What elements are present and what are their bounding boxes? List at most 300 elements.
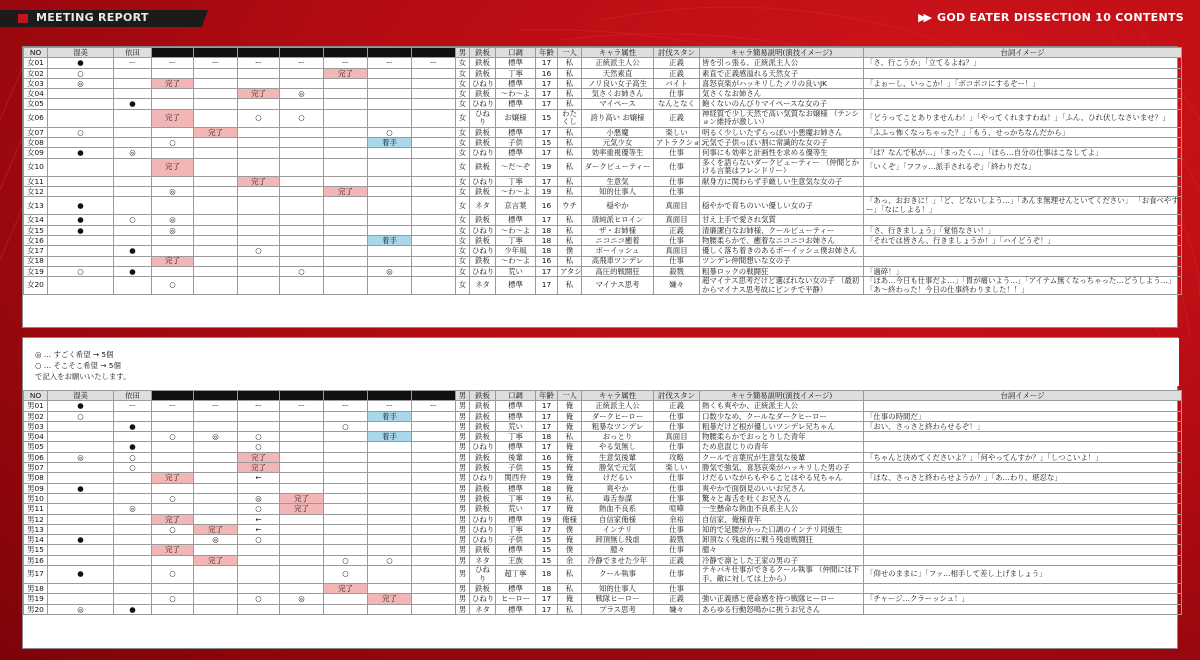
table-cell: 私 [558, 78, 582, 88]
table-cell: 私 [558, 187, 582, 197]
table-cell: 19 [536, 158, 558, 176]
table-row [24, 235, 1182, 245]
table-cell: 男20 [24, 604, 48, 614]
table-cell [280, 148, 324, 158]
table-cell [152, 483, 194, 493]
table-cell: ○ [368, 127, 412, 137]
table-cell [114, 68, 152, 78]
table-cell: 驚々と毒舌を吐くお兄さん [700, 493, 864, 503]
table-cell: ◎ [238, 493, 280, 503]
column-header: 台詞イメージ [864, 391, 1182, 401]
table-cell [368, 463, 412, 473]
table-cell [48, 158, 114, 176]
table-cell: 何事にも効率と計画性を求める優等生 [700, 148, 864, 158]
table-cell [114, 566, 152, 584]
table-cell: 完了 [152, 256, 194, 266]
table-cell: 仕事 [654, 176, 700, 186]
table-cell [324, 235, 368, 245]
table-cell: 知的で足腰がかった口調のインテリ同級生 [700, 524, 864, 534]
table-cell: 16 [536, 452, 558, 462]
table-cell: 私 [558, 148, 582, 158]
table-cell: 爽やかで面倒見のいいお兄さん [700, 483, 864, 493]
table-cell [238, 555, 280, 565]
table-cell [194, 411, 238, 421]
table-cell: 男02 [24, 411, 48, 421]
table-cell [324, 452, 368, 462]
table-cell [324, 127, 368, 137]
column-header: 湿美 [48, 48, 114, 58]
table-cell: 完了 [238, 452, 280, 462]
table-cell: ○ [48, 266, 114, 276]
table-cell: 穏やか [582, 197, 654, 215]
table-cell [368, 68, 412, 78]
table-cell [280, 584, 324, 594]
table-cell: ー [412, 58, 456, 68]
table-cell: ネタ [470, 277, 496, 295]
table-cell [864, 138, 1182, 148]
table-cell: 僕 [558, 246, 582, 256]
table-cell [194, 545, 238, 555]
table-cell: 男05 [24, 442, 48, 452]
table-cell: 18 [536, 246, 558, 256]
table-cell: ー [114, 401, 152, 411]
table-cell [368, 604, 412, 614]
table-cell: 生意気 [582, 176, 654, 186]
table-cell: 真面目 [654, 197, 700, 215]
table-cell: 神経質で少し天然で高い気質なお嬢様 （テンション維持が激しい） [700, 109, 864, 127]
table-cell: 鉄板 [470, 187, 496, 197]
table-cell: 〜わ〜よ [496, 89, 536, 99]
column-header [194, 391, 238, 401]
table-cell: 女08 [24, 138, 48, 148]
table-cell: ○ [152, 566, 194, 584]
table-cell: ダークビューティー [582, 158, 654, 176]
female-character-table [23, 47, 1182, 295]
table-cell: 余裕 [654, 514, 700, 524]
table-cell [864, 176, 1182, 186]
table-cell: 丁寧 [496, 235, 536, 245]
table-cell: 完了 [324, 187, 368, 197]
table-cell: 元気で子供っぽい割に常識的な女の子 [700, 138, 864, 148]
table-cell: やる気無し [582, 442, 654, 452]
table-cell [324, 225, 368, 235]
table-cell: 女 [456, 148, 470, 158]
table-cell [48, 463, 114, 473]
table-cell: 少年風 [496, 246, 536, 256]
table-cell: 子供 [496, 535, 536, 545]
column-header: キャラ簡易説明(演技イメージ) [700, 391, 864, 401]
table-cell [368, 89, 412, 99]
column-header: 年齢 [536, 48, 558, 58]
table-cell [238, 158, 280, 176]
table-cell [114, 197, 152, 215]
table-cell [194, 421, 238, 431]
table-cell [152, 266, 194, 276]
table-cell: 鉄板 [470, 493, 496, 503]
table-cell: バイト [654, 78, 700, 88]
table-cell [280, 411, 324, 421]
table-cell [324, 473, 368, 483]
table-cell [114, 584, 152, 594]
table-cell: 男15 [24, 545, 48, 555]
table-cell: 17 [536, 58, 558, 68]
table-cell [324, 483, 368, 493]
column-header: キャラ属性 [582, 48, 654, 58]
table-cell: 仕事 [654, 421, 700, 431]
table-cell [412, 594, 456, 604]
table-cell [114, 109, 152, 127]
table-cell [324, 594, 368, 604]
table-cell: 18 [536, 235, 558, 245]
table-cell: ◎ [114, 504, 152, 514]
table-cell [114, 514, 152, 524]
table-cell: 17 [536, 604, 558, 614]
table-cell [114, 473, 152, 483]
table-cell: 誇り高い お嬢様 [582, 109, 654, 127]
table-cell [412, 483, 456, 493]
table-cell [238, 421, 280, 431]
table-cell: ● [114, 99, 152, 109]
table-cell: 小悪魔 [582, 127, 654, 137]
double-chevron-icon: ▶▶ [918, 11, 929, 24]
table-cell: ○ [152, 138, 194, 148]
table-cell [864, 463, 1182, 473]
table-cell: 効率重視優等生 [582, 148, 654, 158]
table-cell [368, 187, 412, 197]
table-cell: 15 [536, 535, 558, 545]
table-cell: 臆々 [700, 545, 864, 555]
table-cell: ○ [48, 127, 114, 137]
table-cell [280, 138, 324, 148]
table-cell: ○ [368, 555, 412, 565]
table-cell [194, 138, 238, 148]
table-cell: ひねり [470, 524, 496, 534]
table-cell: 俺 [558, 594, 582, 604]
table-row [24, 158, 1182, 176]
table-cell: 攻略 [654, 452, 700, 462]
table-cell: 「あっ、おおきに！」「ど、どないしよう…」「あんま無理せんといてください」 「お食べやすー」「なにしよる！」 [864, 197, 1182, 215]
table-cell [152, 148, 194, 158]
table-cell: 私 [558, 215, 582, 225]
table-cell: 〜わ〜よ [496, 187, 536, 197]
table-cell [48, 442, 114, 452]
column-header: 討伐スタン [654, 391, 700, 401]
column-header [280, 391, 324, 401]
table-cell: 16 [536, 197, 558, 215]
column-header: キャラ属性 [582, 391, 654, 401]
table-cell: 嫌々 [654, 604, 700, 614]
table-cell [864, 514, 1182, 524]
table-cell [324, 545, 368, 555]
table-cell [280, 225, 324, 235]
column-header [324, 391, 368, 401]
table-cell: 男 [456, 493, 470, 503]
table-cell: 完了 [324, 68, 368, 78]
table-cell: 知的仕事人 [582, 584, 654, 594]
table-cell [114, 555, 152, 565]
table-cell [368, 256, 412, 266]
table-cell: 生意気後輩 [582, 452, 654, 462]
table-cell [48, 514, 114, 524]
table-cell [152, 555, 194, 565]
table-cell: 女 [456, 138, 470, 148]
table-cell: ○ [114, 215, 152, 225]
table-cell [280, 604, 324, 614]
table-cell: 自信家俺様 [582, 514, 654, 524]
table-cell [412, 566, 456, 584]
table-cell: 仕事 [654, 566, 700, 584]
table-cell [864, 483, 1182, 493]
table-cell: 標準 [496, 277, 536, 295]
table-cell: 熱血不良系 [582, 504, 654, 514]
table-cell [152, 604, 194, 614]
table-cell [368, 158, 412, 176]
table-cell: 鉄板 [470, 463, 496, 473]
table-cell: 鉄板 [470, 504, 496, 514]
table-cell: 粗暴だけど根が優しいツンデレ兄ちゃん [700, 421, 864, 431]
table-cell [152, 442, 194, 452]
table-cell: ○ [152, 493, 194, 503]
table-cell [114, 235, 152, 245]
column-header [368, 391, 412, 401]
table-cell: 17 [536, 99, 558, 109]
table-cell [324, 463, 368, 473]
table-cell [324, 148, 368, 158]
table-cell: ヒーロー [496, 594, 536, 604]
table-cell: 完了 [152, 78, 194, 88]
table-cell: ひねり [470, 109, 496, 127]
table-cell [152, 421, 194, 431]
table-cell [864, 246, 1182, 256]
table-cell: 「おい、さっさと終わらせるぞ！」 [864, 421, 1182, 431]
table-cell: 多くを語らないダークビューティー （仲間とかける言葉はフレンドリー） [700, 158, 864, 176]
table-cell: 完了 [194, 555, 238, 565]
table-cell: ← [238, 473, 280, 483]
table-row [24, 197, 1182, 215]
table-cell [324, 524, 368, 534]
table-cell [280, 235, 324, 245]
table-cell: 卸頂無し残虐 [582, 535, 654, 545]
table-cell: 男07 [24, 463, 48, 473]
table-cell: 明るく少しいたずらっぽい小悪魔お姉さん [700, 127, 864, 137]
table-cell: ニコニコ癒着 [582, 235, 654, 245]
table-cell: ひねり [470, 566, 496, 584]
table-cell: 俺 [558, 452, 582, 462]
table-cell [412, 524, 456, 534]
table-cell: 女14 [24, 215, 48, 225]
table-cell [280, 452, 324, 462]
table-cell: 俺 [558, 442, 582, 452]
table-cell: ひねり [470, 78, 496, 88]
table-cell: 完了 [238, 463, 280, 473]
column-header [324, 48, 368, 58]
table-cell: ● [48, 483, 114, 493]
table-cell: 仕事 [654, 473, 700, 483]
table-cell [114, 535, 152, 545]
table-cell [152, 504, 194, 514]
table-cell [194, 68, 238, 78]
table-row [24, 109, 1182, 127]
table-row [24, 483, 1182, 493]
table-cell [114, 594, 152, 604]
table-cell: 仕事 [654, 235, 700, 245]
table-cell: ー [194, 58, 238, 68]
table-cell [324, 442, 368, 452]
table-cell [238, 411, 280, 421]
table-cell: ひねり [470, 442, 496, 452]
header-left-title: MEETING REPORT [36, 11, 149, 24]
table-cell: 男09 [24, 483, 48, 493]
table-cell [194, 148, 238, 158]
table-cell: 男 [456, 411, 470, 421]
table-cell [412, 176, 456, 186]
table-cell [864, 555, 1182, 565]
table-cell [238, 197, 280, 215]
table-cell: ひねり [470, 99, 496, 109]
table-cell: 「さ、行きましょう」「覚悟なさい！」 [864, 225, 1182, 235]
table-cell: 完了 [280, 504, 324, 514]
table-cell: 完了 [194, 127, 238, 137]
table-cell: 爽やか [582, 483, 654, 493]
table-cell [48, 138, 114, 148]
column-header: 湿美 [48, 391, 114, 401]
table-cell: ひねり [470, 246, 496, 256]
table-cell: 正義 [654, 401, 700, 411]
table-cell: 16 [536, 68, 558, 78]
table-cell [152, 246, 194, 256]
table-cell: ◎ [280, 594, 324, 604]
table-cell: 物腰柔らかで、癒着なニコニコお姉さん [700, 235, 864, 245]
table-row [24, 215, 1182, 225]
male-character-table [23, 390, 1182, 615]
table-cell [864, 187, 1182, 197]
table-cell: 粗暴ロックの戦闘狂 [700, 266, 864, 276]
table-cell [412, 535, 456, 545]
table-row [24, 68, 1182, 78]
table-cell: 俺 [558, 463, 582, 473]
table-cell: ○ [324, 421, 368, 431]
table-row [24, 138, 1182, 148]
table-row [24, 524, 1182, 534]
table-cell [280, 555, 324, 565]
table-cell: ◎ [194, 535, 238, 545]
table-cell: ● [114, 442, 152, 452]
table-cell [412, 411, 456, 421]
table-cell: 女06 [24, 109, 48, 127]
table-cell: 15 [536, 109, 558, 127]
column-header: 鉄板 [470, 391, 496, 401]
column-header: 鉄板 [470, 48, 496, 58]
table-cell [412, 514, 456, 524]
table-cell [864, 89, 1182, 99]
table-cell: 子供 [496, 463, 536, 473]
table-cell [152, 463, 194, 473]
table-cell [368, 421, 412, 431]
table-cell: ネタ [470, 604, 496, 614]
table-cell: 着手 [368, 138, 412, 148]
table-cell: 女16 [24, 235, 48, 245]
table-cell: 関西弁 [496, 473, 536, 483]
column-header [368, 48, 412, 58]
table-cell [114, 78, 152, 88]
table-cell: ー [238, 58, 280, 68]
table-cell [280, 442, 324, 452]
table-cell: 17 [536, 411, 558, 421]
table-cell [238, 68, 280, 78]
table-cell [864, 442, 1182, 452]
table-cell: 女09 [24, 148, 48, 158]
table-cell: アトラクション [654, 138, 700, 148]
table-cell: ← [238, 514, 280, 524]
table-cell: 仕事 [654, 256, 700, 266]
table-cell [114, 158, 152, 176]
table-cell: 女03 [24, 78, 48, 88]
table-cell [864, 535, 1182, 545]
column-header [412, 391, 456, 401]
table-cell [194, 493, 238, 503]
table-cell: 完了 [238, 89, 280, 99]
table-cell: 勝気で強気、喜怒哀楽がハッキリした男の子 [700, 463, 864, 473]
table-cell: 知的仕事人 [582, 187, 654, 197]
table-cell [412, 215, 456, 225]
table-cell: ○ [324, 566, 368, 584]
table-cell: 俺 [558, 473, 582, 483]
table-cell: ○ [238, 594, 280, 604]
table-cell: 着手 [368, 432, 412, 442]
table-cell [238, 99, 280, 109]
header-right-title: GOD EATER DISSECTION 10 CONTENTS [937, 11, 1184, 24]
column-header: 男 [456, 391, 470, 401]
table-cell: ひねり [470, 148, 496, 158]
table-cell: ● [48, 225, 114, 235]
table-cell [238, 256, 280, 266]
table-cell: 男 [456, 594, 470, 604]
table-cell: 仕事 [654, 493, 700, 503]
table-cell: ザ・お姉様 [582, 225, 654, 235]
male-character-sheet [22, 337, 1178, 649]
table-cell [114, 277, 152, 295]
table-cell [368, 109, 412, 127]
table-cell: 女 [456, 109, 470, 127]
table-cell [864, 432, 1182, 442]
table-cell [324, 246, 368, 256]
table-cell: 女15 [24, 225, 48, 235]
table-cell [864, 504, 1182, 514]
table-cell: 「どうってことありませんわ！」「やってくれますわね！」「ふん、ひれ伏しなさいませ？」 [864, 109, 1182, 127]
table-cell: 標準 [496, 442, 536, 452]
table-cell [368, 524, 412, 534]
table-cell: 女 [456, 89, 470, 99]
table-cell: 殺戮 [654, 535, 700, 545]
table-cell [412, 187, 456, 197]
table-cell: 女 [456, 187, 470, 197]
table-cell [280, 256, 324, 266]
table-cell [368, 483, 412, 493]
table-cell [368, 514, 412, 524]
table-cell: けだるいながらもやることはやる兄ちゃん [700, 473, 864, 483]
table-cell [368, 584, 412, 594]
table-row [24, 225, 1182, 235]
table-cell [324, 277, 368, 295]
table-cell: ◎ [48, 78, 114, 88]
table-cell: 標準 [496, 127, 536, 137]
table-cell: 鉄板 [470, 127, 496, 137]
table-cell: 嫌々 [654, 277, 700, 295]
table-cell [280, 187, 324, 197]
table-cell [194, 442, 238, 452]
table-cell: 丁寧 [496, 68, 536, 78]
table-cell [48, 246, 114, 256]
